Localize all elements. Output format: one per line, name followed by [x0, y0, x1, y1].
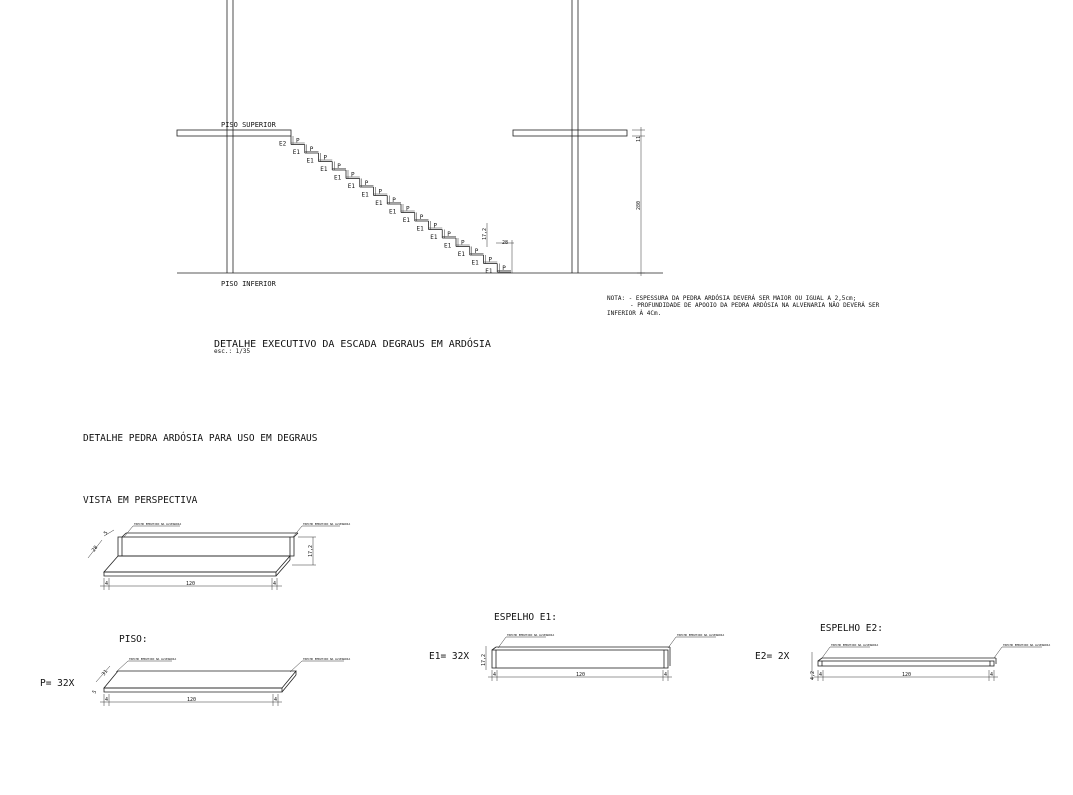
- espelho-e1-detail: [429, 612, 724, 681]
- dim-4: 4: [273, 581, 277, 587]
- step-riser-label: E1: [361, 191, 369, 199]
- step-tread-label: P: [433, 222, 438, 230]
- step-tread-label: P: [309, 146, 314, 153]
- dim-28-label: 28: [502, 240, 509, 246]
- piso-inferior-label: PISO INFERIOR: [221, 280, 276, 288]
- dim-120: 120: [576, 672, 586, 678]
- embed-note: TRECHO EMBUTIDO NA ALVENARIA: [303, 657, 351, 661]
- espelho-e2-quantity: E2= 2X: [755, 651, 790, 662]
- note-line-1: NOTA: - ESPESSURA DA PEDRA ARDÓSIA DEVERÁ SER MAIOR OU IGUAL A 2,5cm;: [607, 295, 857, 302]
- espelho-e1-quantity: E1= 32X: [429, 651, 470, 662]
- step-riser-label: E1: [320, 166, 328, 173]
- embed-note: TRECHO EMBUTIDO NA ALVENARIA: [831, 643, 879, 647]
- dim-120: 120: [187, 697, 197, 703]
- espelho-e2-top: [818, 658, 822, 661]
- piso-quantity: P= 32X: [40, 678, 75, 689]
- embed-note: TRECHO EMBUTIDO NA ALVENARIA: [134, 522, 182, 526]
- dim-120: 120: [902, 672, 912, 678]
- piso-slab-side: [282, 675, 296, 692]
- espelho-e2-title: ESPELHO E2:: [820, 623, 883, 634]
- stair-steps: [279, 136, 511, 275]
- section-title: DETALHE PEDRA ARDÓSIA PARA USO EM DEGRAUS: [83, 433, 318, 444]
- embed-note: TRECHO EMBUTIDO NA ALVENARIA: [1003, 643, 1051, 647]
- note-leader: [290, 661, 302, 672]
- step-riser-label: E1: [444, 242, 452, 250]
- note-leader: [994, 647, 1002, 658]
- step-riser-label: E1: [471, 259, 479, 267]
- espelho-e1-slab: [492, 650, 668, 668]
- step-riser-label: E1: [416, 225, 424, 233]
- step-tread-label: P: [461, 239, 465, 247]
- dim-4: 4: [493, 672, 497, 678]
- dim-4: 4: [105, 581, 109, 587]
- drawing-scale: esc.: 1/35: [214, 348, 251, 355]
- piso-superior-label: PISO SUPERIOR: [221, 121, 276, 129]
- piso-slab-edge: [104, 688, 282, 692]
- dim-4: 4: [819, 672, 823, 678]
- step-tread-label: P: [296, 137, 300, 145]
- dim-5: 5: [91, 689, 99, 695]
- embed-note: TRECHO EMBUTIDO NA ALVENARIA: [507, 633, 555, 637]
- note-block: [607, 295, 880, 317]
- upper-slab-left: [177, 130, 291, 136]
- step-tread-label: P: [392, 197, 396, 204]
- step-tread-label: P: [488, 256, 493, 264]
- embed-note: TRECHO EMBUTIDO NA ALVENARIA: [129, 657, 177, 661]
- perspective-view: [88, 522, 350, 590]
- dim-5: 5: [102, 530, 110, 537]
- note-leader: [116, 661, 128, 672]
- espelho-e1-top: [492, 647, 496, 650]
- upper-slab-right: [513, 130, 627, 136]
- step-tread-label: P: [474, 248, 479, 255]
- piso-slab-top: [104, 671, 296, 688]
- note-leader: [668, 637, 676, 648]
- step-riser-label: E1: [334, 174, 342, 182]
- dim-11-label: 11: [636, 135, 642, 142]
- dim-4-2: 4,2: [810, 670, 816, 680]
- dim-17-2: 17,2: [481, 653, 487, 666]
- dim-280-label: 280: [636, 200, 642, 210]
- step-riser-label: E1: [402, 217, 410, 224]
- step-tread-label: P: [337, 163, 341, 170]
- stair-section: [177, 0, 663, 288]
- step-riser-label: E1: [485, 268, 493, 275]
- dim-4: 4: [105, 697, 109, 703]
- dim-4: 4: [990, 672, 994, 678]
- step-riser-label: E1: [292, 149, 300, 156]
- dim-4: 4: [664, 672, 668, 678]
- step-tread-label: P: [419, 214, 424, 221]
- perspective-tread-side: [276, 560, 290, 576]
- note-line-2: - PROFUNDIDADE DE APOOIO DA PEDRA ARDÓSIA NA ALVENARIA NÃO DEVERÁ SER: [630, 302, 880, 309]
- piso-title: PISO:: [119, 634, 148, 645]
- dim-31: 31: [100, 668, 110, 678]
- step-tread-label: P: [378, 188, 383, 196]
- perspective-tread-edge: [104, 572, 276, 576]
- step-riser-label: E1: [389, 208, 397, 216]
- espelho-e2-slab: [818, 661, 994, 666]
- dim-4: 4: [274, 697, 278, 703]
- espelho-e1-title: ESPELHO E1:: [494, 612, 557, 623]
- dim-28: 28: [90, 544, 100, 554]
- step-tread-label: P: [502, 265, 506, 272]
- piso-detail: [40, 634, 350, 706]
- note-leader: [293, 526, 302, 537]
- perspective-title: VISTA EM PERSPECTIVA: [83, 495, 198, 506]
- note-line-3: INFERIOR À 4Cm.: [607, 310, 662, 317]
- espelho-e2-detail: [755, 623, 1050, 681]
- dim-120: 120: [186, 581, 196, 587]
- step-riser-label: E1: [375, 200, 383, 207]
- embed-note: TRECHO EMBUTIDO NA ALVENARIA: [303, 522, 351, 526]
- drawing-title: DETALHE EXECUTIVO DA ESCADA DEGRAUS EM ARDÓSIA: [214, 339, 491, 350]
- note-leader: [124, 526, 133, 537]
- dim-17-2: 17,2: [308, 544, 314, 557]
- step-tread-label: P: [351, 171, 355, 179]
- dim-17-2-label: 17,2: [482, 227, 488, 240]
- note-leader: [822, 647, 830, 658]
- step-tread-label: P: [364, 180, 369, 187]
- step-tread-label: P: [406, 205, 410, 213]
- step-tread-label: P: [447, 231, 451, 238]
- step-riser-label: E1: [457, 251, 465, 258]
- step-riser-label: E1: [306, 157, 314, 165]
- embed-note: TRECHO EMBUTIDO NA ALVENARIA: [677, 633, 725, 637]
- note-leader: [498, 637, 506, 648]
- step-riser-label: E1: [430, 234, 438, 241]
- perspective-tread: [104, 556, 290, 572]
- step-tread-label: P: [323, 154, 328, 162]
- step-riser-label: E2: [279, 140, 287, 148]
- step-riser-label: E1: [347, 183, 355, 190]
- perspective-riser: [118, 537, 294, 556]
